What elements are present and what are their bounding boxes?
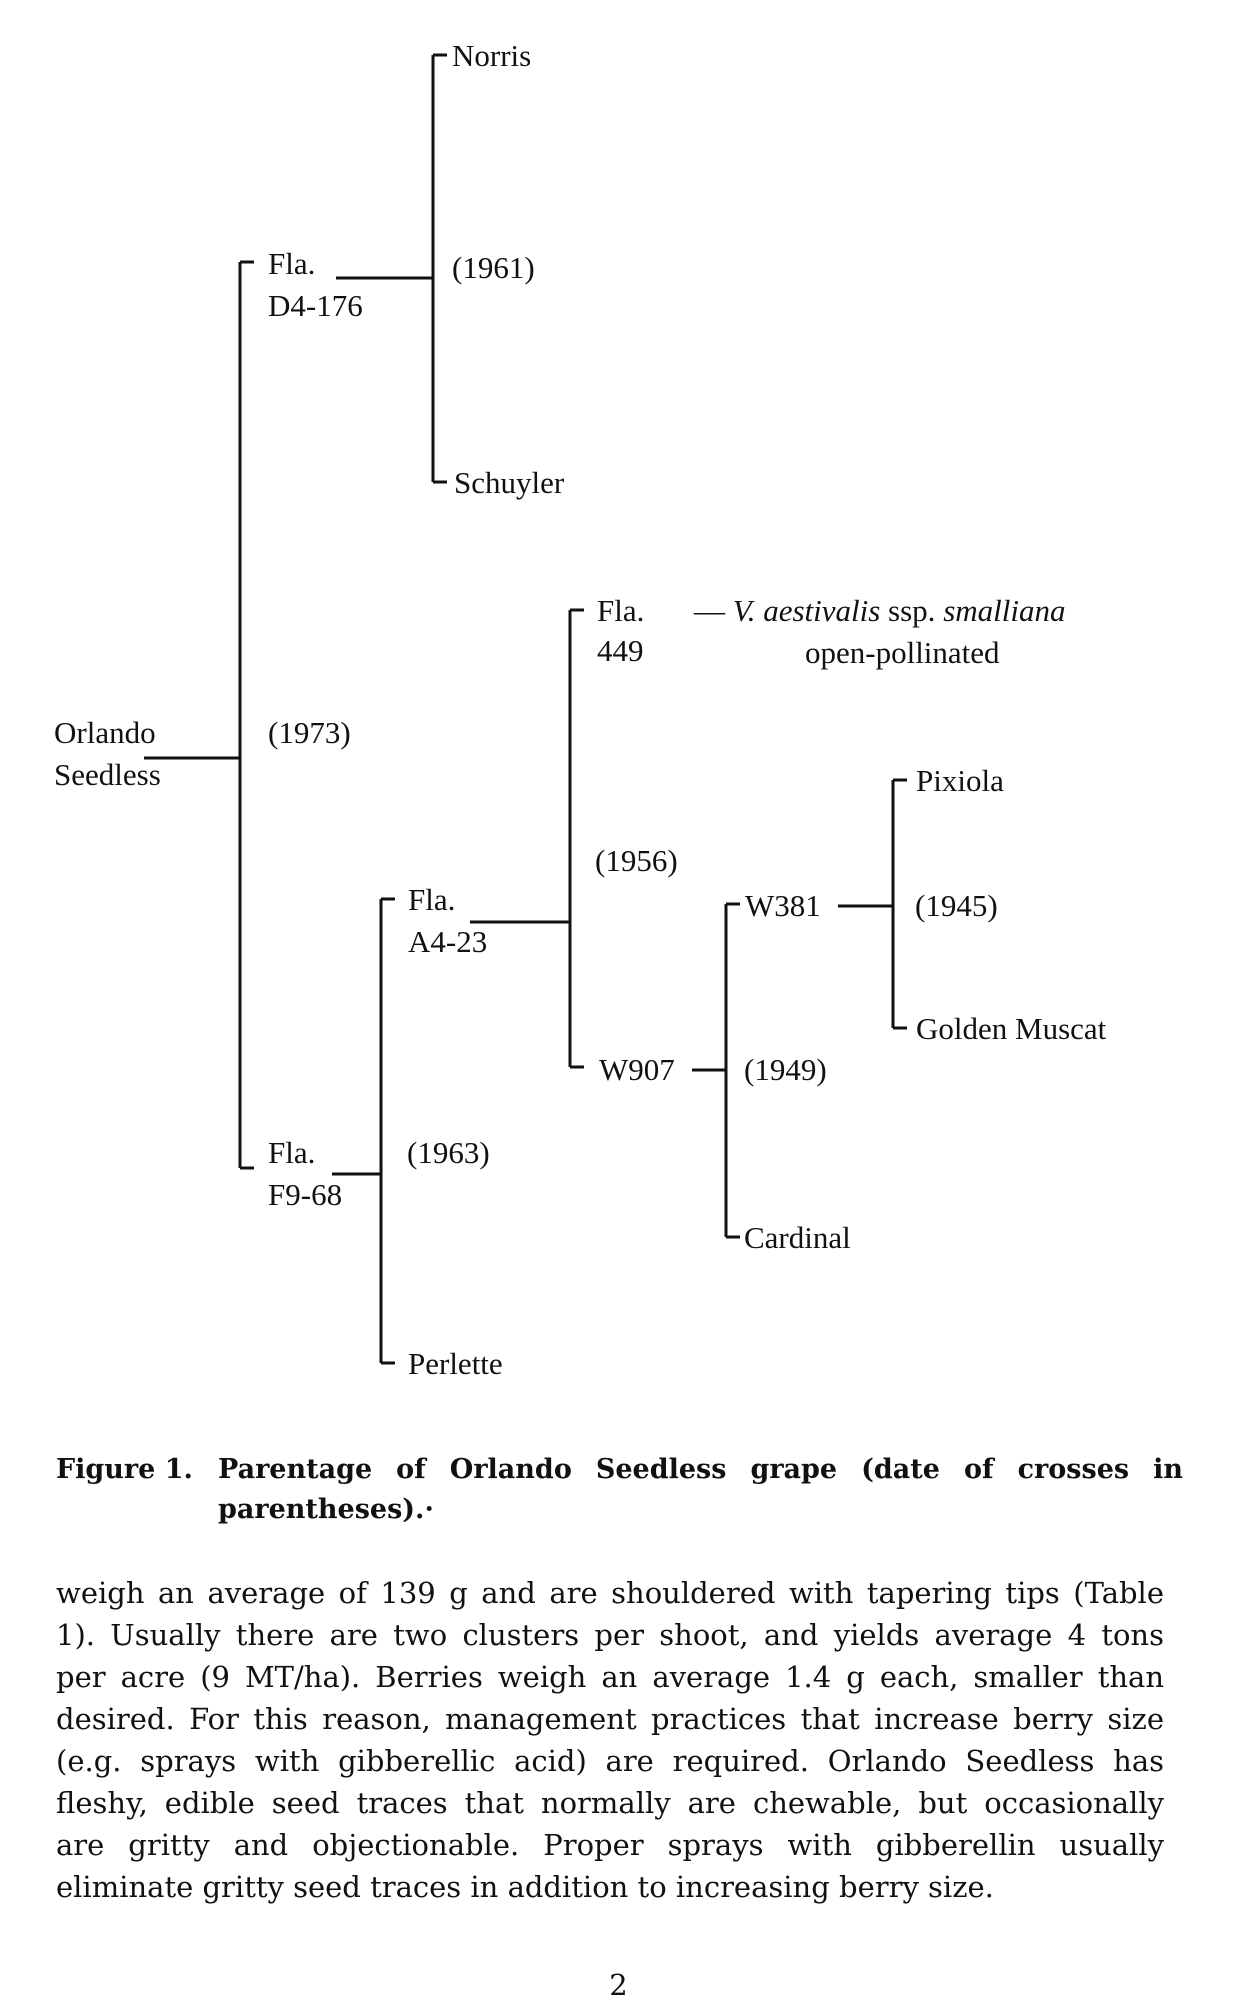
node-fla-449-line2: 449 [597, 633, 644, 668]
node-pixiola: Pixiola [916, 763, 1004, 798]
node-fla-f9-68-line2: F9-68 [268, 1177, 343, 1212]
cross-date-1945: (1945) [915, 888, 998, 923]
figure-caption-label: Figure 1. [56, 1454, 193, 1485]
body-line: weigh an average of 139 g and are shouldered with tapering tips (Table [56, 1576, 1164, 1610]
aestivalis-species: smalliana [943, 593, 1066, 628]
figure-caption-text: Parentage of Orlando Seedless grape (date of crosses in parentheses).· [218, 1454, 1183, 1525]
body-line: per acre (9 MT/ha). Berries weigh an average 1.4 g each, smaller than [56, 1660, 1164, 1694]
node-schuyler: Schuyler [454, 465, 565, 500]
cross-date-1956: (1956) [595, 843, 678, 878]
aestivalis-label [694, 591, 1065, 631]
body-line: desired. For this reason, management practices that increase berry size [56, 1702, 1164, 1736]
cross-date-1949: (1949) [744, 1052, 827, 1087]
aestivalis-dash: — [694, 593, 725, 628]
body-line: 1). Usually there are two clusters per shoot, and yields average 4 tons [56, 1618, 1164, 1652]
cross-date-1973: (1973) [268, 715, 351, 750]
node-orlando-seedless-line1: Orlando [54, 715, 156, 750]
node-golden-muscat: Golden Muscat [916, 1011, 1107, 1046]
body-line: fleshy, edible seed traces that normally are chewable, but occasionally [56, 1786, 1164, 1820]
aestivalis-genus: V. aestivalis [732, 593, 881, 628]
cross-date-1963: (1963) [407, 1135, 490, 1170]
node-perlette: Perlette [408, 1346, 503, 1381]
open-pollinated-label: open-pollinated [805, 635, 1000, 670]
cross-date-1961: (1961) [452, 250, 535, 285]
page-number: 2 [609, 1968, 628, 2002]
node-fla-f9-68-line1: Fla. [268, 1135, 316, 1170]
node-fla-449-line1: Fla. [597, 593, 645, 628]
node-cardinal: Cardinal [744, 1220, 851, 1255]
body-line: (e.g. sprays with gibberellic acid) are required. Orlando Seedless has [56, 1744, 1164, 1778]
aestivalis-ssp: ssp. [888, 593, 936, 628]
node-fla-a4-23-line2: A4-23 [408, 924, 488, 959]
node-w381: W381 [745, 888, 821, 923]
node-norris: Norris [452, 38, 532, 73]
node-fla-a4-23-line1: Fla. [408, 882, 456, 917]
node-fla-d4-176-line1: Fla. [268, 246, 316, 281]
node-w907: W907 [599, 1052, 675, 1087]
body-line: are gritty and objectionable. Proper sprays with gibberellin usually [56, 1828, 1164, 1862]
body-line: eliminate gritty seed traces in addition to increasing berry size. [56, 1870, 994, 1904]
node-orlando-seedless-line2: Seedless [54, 757, 161, 792]
body-paragraph [56, 1572, 1164, 1908]
node-fla-d4-176-line2: D4-176 [268, 288, 363, 323]
